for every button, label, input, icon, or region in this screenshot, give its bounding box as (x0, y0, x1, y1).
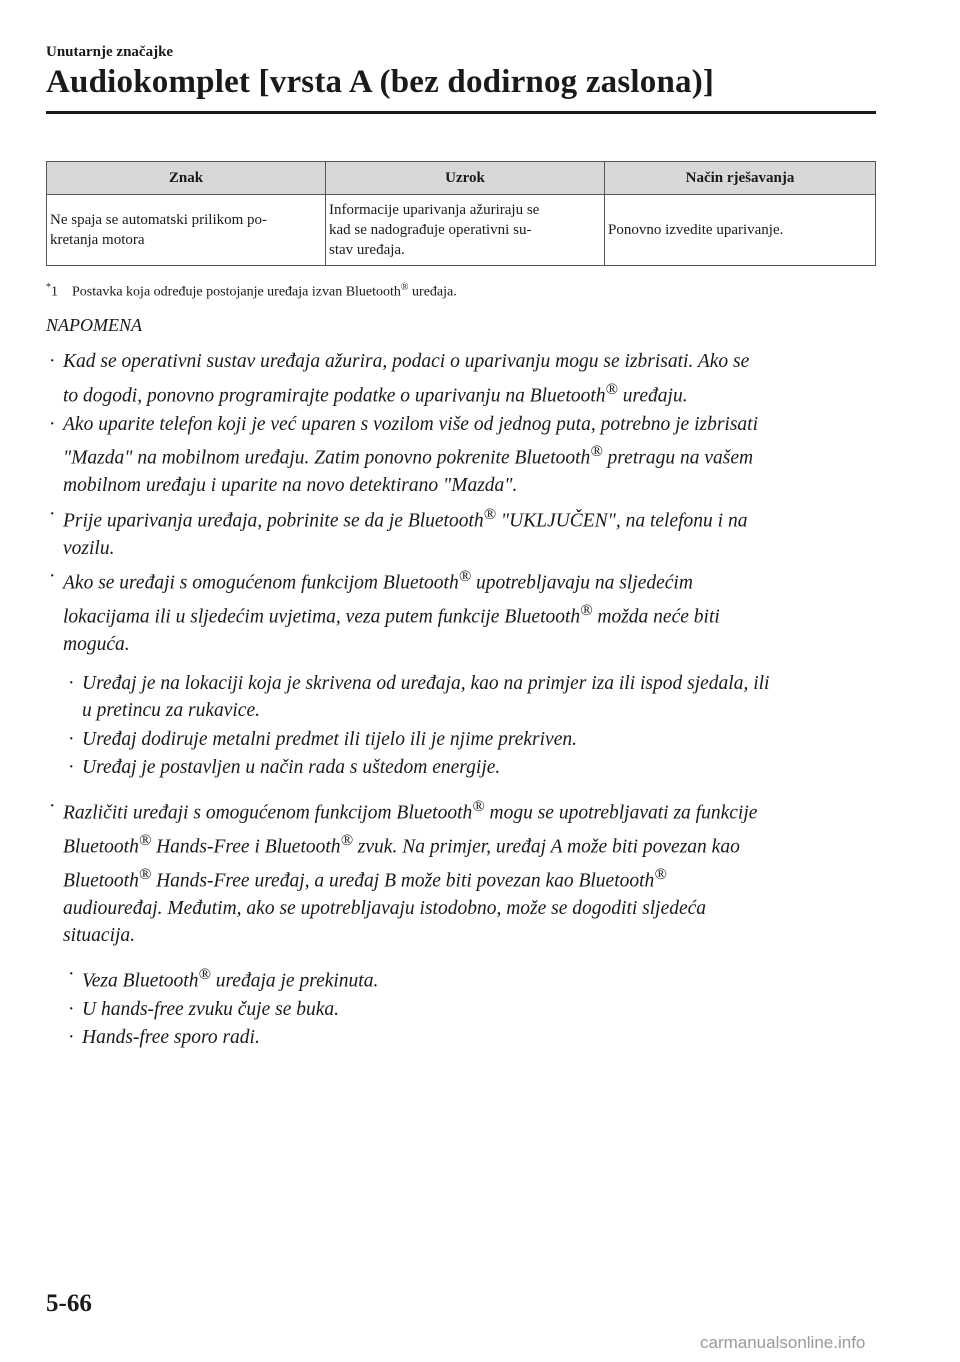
bullet: · (49, 566, 56, 587)
registered-mark: ® (400, 282, 409, 293)
registered-mark: ® (580, 601, 593, 619)
registered-mark: ® (458, 567, 472, 585)
item-text: Uređaj je postavljen u način rada s uštedom energije. (82, 757, 501, 778)
table-cell: Ne spaja se automatski prilikom po- kretanja motora (47, 195, 326, 266)
section-label: Unutarnje značajke (46, 44, 174, 60)
list-item (46, 563, 886, 659)
list-item (65, 754, 886, 782)
registered-mark: ® (483, 504, 496, 523)
sub-list (46, 670, 886, 782)
table-cell: Informacije uparivanja ažuriraju se kad se nadograđuje operativni su- stav uređaja. (326, 195, 605, 266)
registered-mark: ® (472, 796, 485, 815)
bullet: · (49, 351, 56, 372)
footnote-text: Postavka koja određuje postojanje uređaja izvan Bluetooth (72, 284, 401, 300)
item-text: uređaja je prekinuta. (210, 970, 379, 991)
bullet: · (68, 998, 75, 1020)
item-text: pretragu na vašem mobilnom uređaju i uparite na novo detektirano "Mazda". (63, 447, 754, 496)
item-text: Hands-Free i Bluetooth (151, 836, 341, 857)
page-title: Audiokomplet [vrsta A (bez dodirnog zaslona)] (46, 64, 715, 100)
item-text: Veza Bluetooth (82, 970, 199, 991)
column-header: Način rješavanja (605, 162, 876, 195)
item-text: možda neće biti moguća. (63, 606, 720, 655)
item-text: upotrebljavaju na sljedećim lokacijama ili u sljedećim uvjetima, veza putem funkcije Bluetooth (63, 572, 693, 628)
registered-mark: ® (654, 864, 667, 883)
list-item (65, 1024, 886, 1052)
footnote (46, 282, 457, 301)
note-heading: NAPOMENA (46, 315, 142, 335)
table-header-row (47, 162, 876, 195)
item-text: U hands-free zvuku čuje se buka. (82, 998, 340, 1020)
list-item (46, 348, 886, 410)
item-text: Ako uparite telefon koji je već uparen s vozilom više od jednog puta, potrebno je izbrisati "Mazda" na mobilnom uređaju. Zatim ponovno pokrenite Bluetooth (63, 413, 759, 469)
bullet: · (68, 1027, 75, 1048)
item-text: Prije uparivanja uređaja, pobrinite se da je Bluetooth (63, 510, 484, 531)
title-divider (46, 111, 876, 114)
list-item (65, 996, 886, 1024)
item-text: audiouređaj. Međutim, ako se upotrebljavaju istodobno, može se dogoditi sljedeća situacija. (63, 897, 707, 946)
item-text: Uređaj je na lokaciji koja je skrivena od uređaja, kao na primjer iza ili ispod sjedala, ili u pretincu za rukavice. (82, 672, 770, 721)
item-text: uređaju. (617, 385, 688, 406)
item-text: Ako se uređaji s omogućenom funkcijom Bluetooth (63, 572, 459, 594)
troubleshooting-table (46, 161, 876, 266)
registered-mark: ® (340, 830, 353, 849)
bullet: · (49, 795, 56, 817)
footnote-marker: * (46, 282, 51, 293)
bullet: · (68, 728, 75, 750)
footnote-text: uređaja. (408, 284, 457, 300)
item-text: mogu se upotrebljavati za funkcije Bluetooth (63, 802, 758, 857)
item-text: Kad se operativni sustav uređaja ažurira, podaci o uparivanju mogu se izbrisati. Ako se to dogodi, ponovno programirajte podatke o uparivanju na Bluetooth (63, 351, 750, 406)
list-item (65, 670, 886, 725)
table-cell: Ponovno izvedite uparivanje. (605, 195, 876, 266)
note-list (46, 348, 886, 1063)
list-item (46, 501, 886, 563)
page-number: 5-66 (46, 1290, 92, 1317)
registered-mark: ® (138, 830, 152, 849)
list-item (46, 411, 886, 500)
item-text: "UKLJUČEN", na telefonu i na vozilu. (63, 510, 748, 559)
bullet: · (49, 503, 56, 525)
registered-mark: ® (138, 864, 152, 883)
column-header: Znak (47, 162, 326, 195)
item-text: Hands-Free uređaj, a uređaj B može biti povezan kao Bluetooth (151, 870, 655, 891)
column-header: Uzrok (326, 162, 605, 195)
item-text: Hands-free sporo radi. (82, 1027, 260, 1048)
footnote-number: 1 (51, 284, 58, 300)
registered-mark: ® (605, 379, 618, 398)
bullet: · (49, 413, 56, 435)
item-text: Uređaj dodiruje metalni predmet ili tijelo ili je njime prekriven. (82, 728, 577, 750)
item-text: zvuk. Na primjer, uređaj A može biti povezan kao Bluetooth (63, 836, 740, 891)
list-item (65, 726, 886, 754)
bullet: · (68, 757, 75, 778)
list-item (65, 961, 886, 995)
watermark: carmanualsonline.info (700, 1333, 866, 1352)
item-text: Različiti uređaji s omogućenom funkcijom Bluetooth (63, 802, 473, 823)
table-row (47, 195, 876, 266)
registered-mark: ® (590, 442, 603, 460)
sub-list (46, 961, 886, 1052)
bullet: · (68, 672, 75, 694)
bullet: · (68, 963, 75, 985)
registered-mark: ® (198, 964, 211, 983)
list-item (46, 793, 886, 950)
